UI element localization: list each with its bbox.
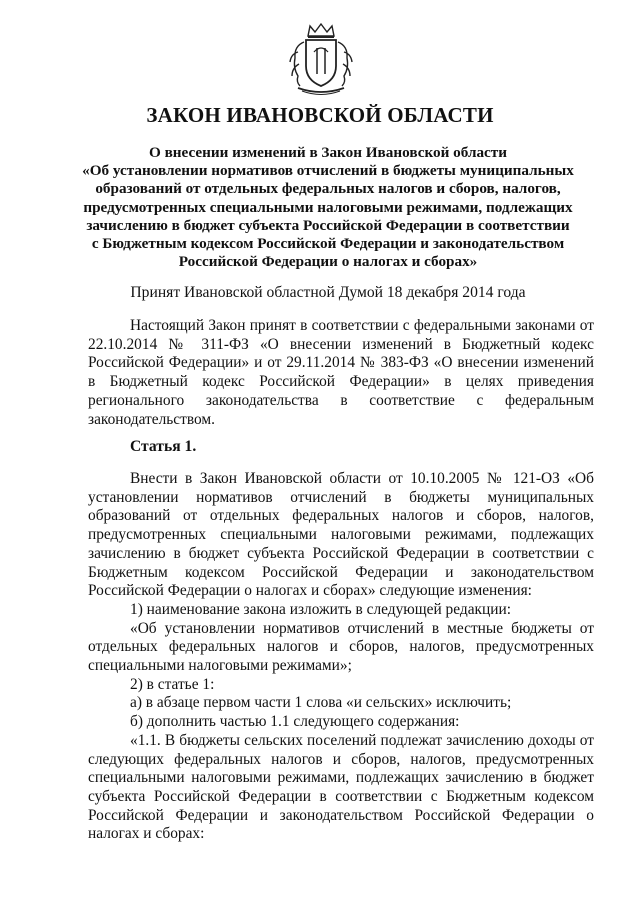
law-subtitle [82, 144, 574, 271]
subtitle-line: предусмотренных специальными налоговыми режимами, подлежащих [83, 198, 573, 216]
law-title: ЗАКОН ИВАНОВСКОЙ ОБЛАСТИ [146, 103, 494, 127]
article-paragraph: 1) наименование закона изложить в следующей редакции: [130, 600, 511, 618]
preamble-paragraph: Настоящий Закон принят в соответствии с федеральными законами от 22.10.2014 № 311-ФЗ «О внесении изменений в Бюджетный кодекс Российской Федерации» и от 29.11.2014 № 383-ФЗ «О внесении изменений в Бюджетный кодекс Российской Федерации» в целях приведения регионального законодательства в соответствие с федеральным законодательством. [88, 317, 594, 428]
subtitle-line: зачислению в бюджет субъекта Российской Федерации в соответствии [86, 216, 570, 234]
subtitle-line: Российской Федерации о налогах и сборах» [178, 253, 478, 271]
subtitle-line: О внесении изменений в Закон Ивановской области [148, 144, 508, 161]
article-paragraph: а) в абзаце первом части 1 слова «и сельских» исключить; [130, 694, 512, 712]
preamble [88, 317, 594, 429]
article-paragraph: «1.1. В бюджеты сельских поселений подлежат зачислению доходы от следующих федеральных налогов и сборов, налогов, предусмотренных специальными налоговыми режимами, подлежащих зачислению в бюджет субъекта Российской Федерации в соответствии с Бюджетным кодексом Российской Федерации и законодательством Российской Федерации о налогах и сборах: [88, 731, 594, 843]
article-paragraph: 2) в статье 1: [130, 675, 215, 693]
adoption-line: Принят Ивановской областной Думой 18 декабря 2014 года [130, 284, 526, 301]
article-heading: Статья 1. [130, 438, 197, 455]
article-body [88, 470, 594, 844]
article-paragraph: «Об установлении нормативов отчислений в местные бюджеты от отдельных федеральных налогов и сборов, налогов, предусмотренных специальными налоговыми режимами»; [88, 619, 594, 675]
subtitle-line: «Об установлении нормативов отчислений в бюджеты муниципальных [82, 162, 574, 180]
article-paragraph: б) дополнить частью 1.1 следующего содержания: [130, 713, 460, 731]
subtitle-line: образований от отдельных федеральных налогов и сборов, налогов, [95, 180, 561, 198]
article-paragraph: Внести в Закон Ивановской области от 10.10.2005 № 121-ОЗ «Об установлении нормативов отчислений в бюджеты муниципальных образований от отдельных федеральных налогов и сборов, налогов, предусмотренных специальными налоговыми режимами, подлежащих зачислению в бюджет субъекта Российской Федерации в соответствии с Бюджетным кодексом Российской Федерации и законодательством Российской Федерации о налогах и сборах» следующие изменения: [88, 470, 594, 600]
subtitle-line: с Бюджетным кодексом Российской Федерации и законодательством [91, 235, 565, 253]
ivanovo-coat-of-arms-icon [288, 22, 354, 96]
